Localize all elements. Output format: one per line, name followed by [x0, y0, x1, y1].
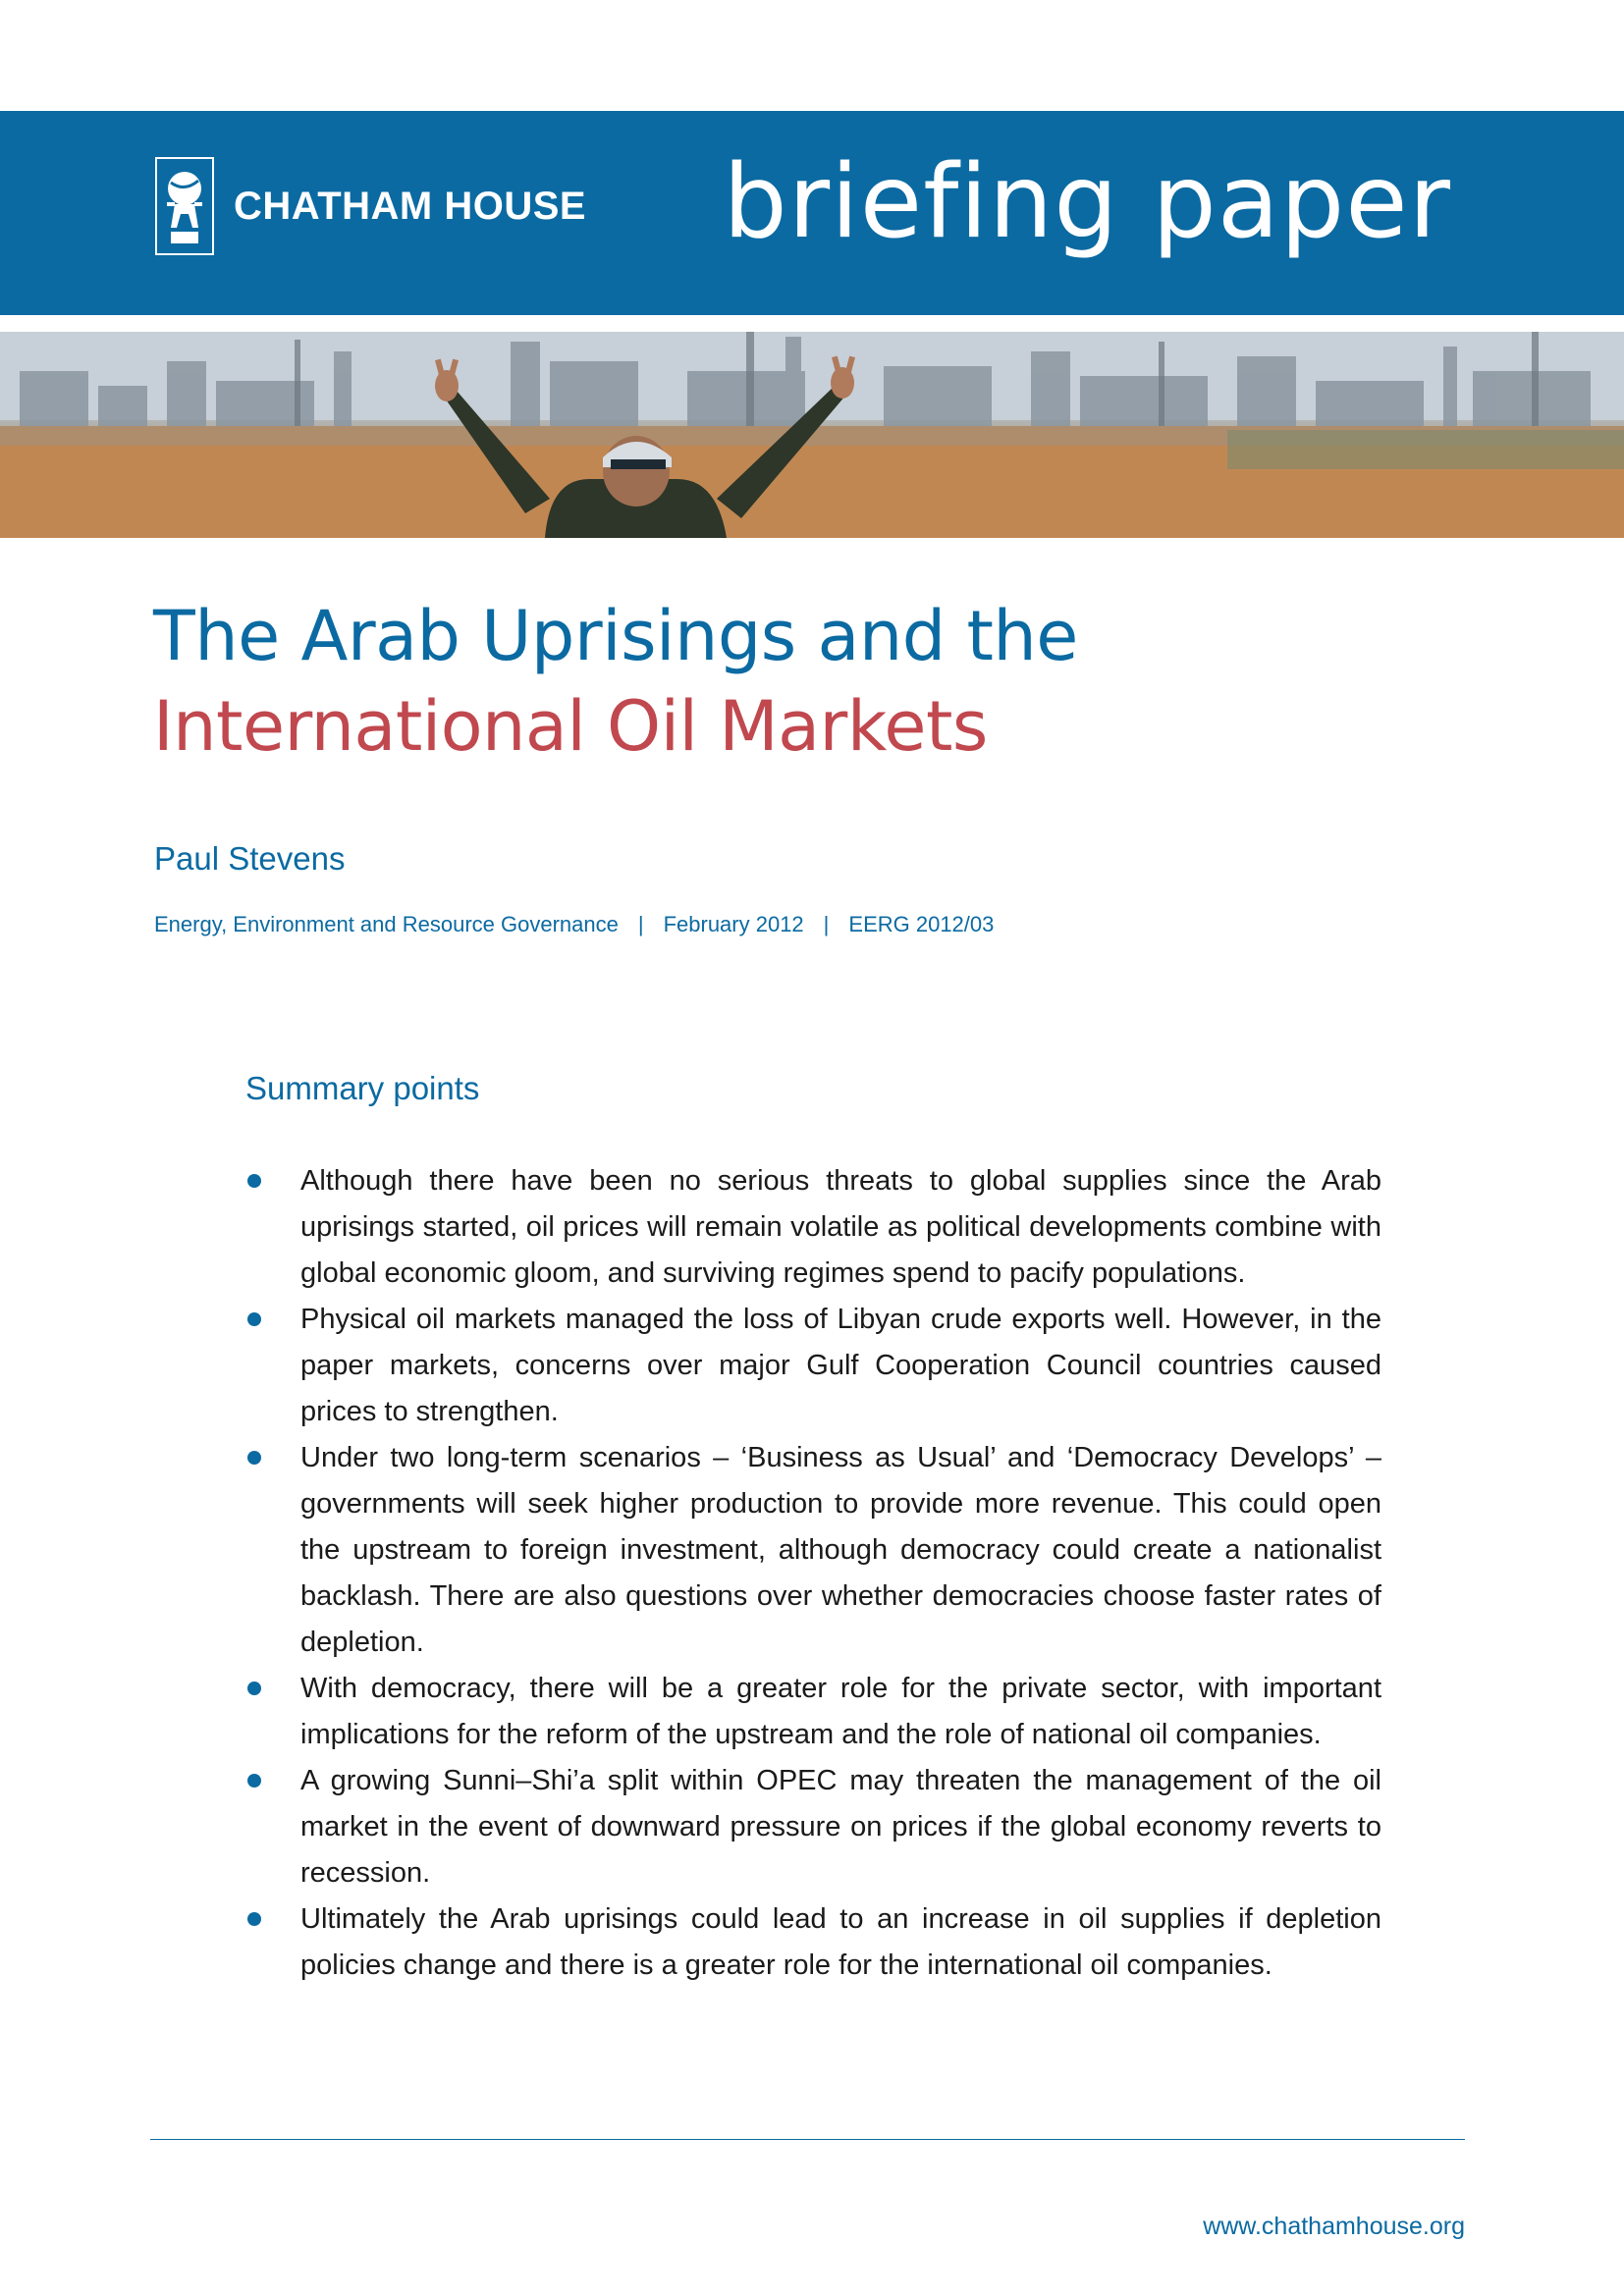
- document-code: EERG 2012/03: [848, 912, 995, 936]
- atlas-globe-icon: [155, 157, 214, 255]
- publication-date: February 2012: [663, 912, 804, 936]
- summary-point: Although there have been no serious threats to global supplies since the Arab uprisings started, oil prices will remain volatile as political developments combine with global economic gloom, and surviving regimes spend to pacify populations.: [245, 1158, 1381, 1297]
- bullet-icon: [247, 1682, 261, 1695]
- meta-separator: |: [823, 912, 830, 936]
- bullet-icon: [247, 1774, 261, 1788]
- author-name: Paul Stevens: [154, 840, 346, 877]
- document-meta: [154, 912, 994, 937]
- footer-divider: [150, 2139, 1465, 2140]
- summary-point: Ultimately the Arab uprisings could lead to an increase in oil supplies if depletion policies change and there is a greater role for the international oil companies.: [245, 1896, 1381, 1989]
- meta-separator: |: [637, 912, 644, 936]
- logo-wordmark: CHATHAM HOUSE: [234, 184, 587, 228]
- chatham-house-logo: [155, 157, 586, 255]
- summary-point: Physical oil markets managed the loss of Libyan crude exports well. However, in the paper markets, concerns over major Gulf Cooperation Council countries caused prices to strengthen.: [245, 1297, 1381, 1435]
- title-line-2: International Oil Markets: [153, 686, 988, 767]
- bullet-icon: [247, 1912, 261, 1926]
- hero-photo: [0, 332, 1624, 538]
- summary-point: A growing Sunni–Shi’a split within OPEC may threaten the management of the oil market in the event of downward pressure on prices if the global economy reverts to recession.: [245, 1758, 1381, 1896]
- summary-point: With democracy, there will be a greater role for the private sector, with important implications for the reform of the upstream and the role of national oil companies.: [245, 1666, 1381, 1758]
- bullet-icon: [247, 1174, 261, 1188]
- bullet-icon: [247, 1312, 261, 1326]
- summary-heading: Summary points: [245, 1070, 480, 1106]
- programme-name: Energy, Environment and Resource Governance: [154, 912, 619, 936]
- summary-point: Under two long-term scenarios – ‘Business as Usual’ and ‘Democracy Develops’ – governments will seek higher production to provide more revenue. This could open the upstream to foreign investment, although democracy could create a nationalist backlash. There are also questions over whether democracies choose faster rates of depletion.: [245, 1435, 1381, 1666]
- title-line-1: The Arab Uprisings and the: [153, 596, 1078, 676]
- website-link[interactable]: www.chathamhouse.org: [1203, 2213, 1465, 2240]
- document-title: [153, 591, 1078, 772]
- header-banner: [0, 111, 1624, 315]
- series-label: briefing paper: [723, 143, 1451, 261]
- summary-points-list: [245, 1158, 1381, 1989]
- bullet-icon: [247, 1451, 261, 1465]
